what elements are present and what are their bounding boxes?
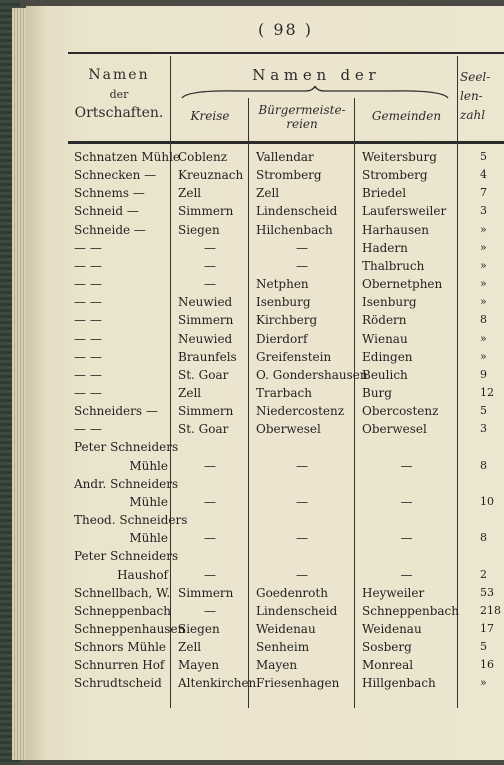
buergermeisterei-cell: Lindenscheid — [256, 603, 338, 618]
buergermeisterei-cell: — — [296, 458, 308, 473]
ortschaft-cell: Schneiders — — [74, 404, 158, 419]
kreis-cell: St. Goar — [178, 422, 229, 437]
ortschaft-cell: — — — [74, 385, 102, 400]
kreis-cell: — — [204, 494, 216, 509]
ortschaft-cell: Schnurren Hof — [74, 658, 165, 673]
buergermeisterei-cell: Lindenscheid — [256, 204, 338, 219]
buergermeisterei-cell: Senheim — [256, 640, 310, 654]
gemeinde-cell: Beulich — [362, 367, 408, 382]
kreis-cell: Simmern — [178, 313, 234, 328]
seelenzahl-cell: 16 — [480, 658, 494, 672]
buergermeisterei-cell: Mayen — [256, 658, 298, 673]
column-rule — [354, 98, 355, 708]
kreis-cell: Neuwied — [178, 295, 233, 310]
seelenzahl-cell: 5 — [480, 404, 487, 418]
seelenzahl-cell: 8 — [480, 458, 487, 472]
buergermeisterei-cell: — — [296, 531, 308, 546]
ortschaft-cell: Schnecken — — [74, 168, 157, 183]
seelenzahl-cell: » — [480, 676, 487, 690]
seelenzahl-cell: 10 — [480, 494, 494, 508]
buergermeisterei-cell: Goedenroth — [256, 585, 328, 600]
gemeinde-cell: Wienau — [362, 331, 408, 346]
gemeinde-cell: Oberwesel — [362, 422, 427, 437]
kreis-cell: Zell — [178, 640, 202, 654]
buergermeisterei-cell: Hilchenbach — [256, 222, 333, 237]
ortschaft-cell: — — — [74, 240, 102, 255]
kreis-cell: Braunfels — [178, 349, 237, 364]
seelenzahl-cell: 8 — [480, 531, 487, 545]
kreis-cell: — — [204, 258, 216, 273]
page-number: ( 98 ) — [258, 20, 314, 39]
ortschaft-cell: Schrudtscheid — [74, 676, 162, 691]
buergermeisterei-cell: Weidenau — [256, 621, 316, 636]
gemeinde-cell: — — [400, 567, 413, 582]
buergermeisterei-cell: Oberwesel — [256, 422, 321, 437]
ortschaft-cell: Peter Schneiders — [74, 549, 179, 564]
ortschaft-cell: Mühle — [129, 531, 168, 546]
gemeinde-cell: — — [400, 494, 413, 509]
seelenzahl-cell: 3 — [480, 422, 487, 436]
gemeinde-cell: Monreal — [362, 658, 414, 673]
seelenzahl-cell: 7 — [480, 186, 487, 200]
gemeinde-cell: — — [400, 458, 413, 473]
gemeinde-cell: Weidenau — [362, 621, 422, 636]
kreis-cell: Simmern — [178, 404, 234, 419]
header-seelenzahl: Seel- len- zahl — [460, 70, 491, 122]
seelenzahl-cell: 8 — [480, 313, 487, 327]
buergermeisterei-cell: Greifenstein — [256, 349, 332, 364]
gemeinde-cell: Heyweiler — [362, 585, 425, 600]
header-namen-der: N a m e n d e r — [252, 66, 376, 84]
buergermeisterei-cell: Niedercostenz — [256, 404, 345, 419]
ortschaft-cell: Schneppenbach — [74, 603, 171, 618]
gemeinde-cell: Rödern — [362, 313, 407, 328]
gemeinde-cell: Isenburg — [362, 295, 417, 310]
seelenzahl-cell: 5 — [480, 150, 487, 163]
kreis-cell: Zell — [178, 186, 202, 201]
gemeinde-cell: Stromberg — [362, 168, 428, 183]
gemeinde-cell: Obercostenz — [362, 404, 439, 419]
kreis-cell: Simmern — [178, 204, 234, 219]
kreis-cell: — — [204, 531, 216, 546]
gemeinde-cell: Schneppenbach — [362, 603, 459, 618]
buergermeisterei-cell: Netphen — [256, 277, 309, 291]
kreis-cell: Siegen — [178, 222, 220, 237]
ortschaft-cell: Schnems — — [74, 186, 145, 201]
kreis-cell: Neuwied — [178, 331, 233, 346]
buergermeisterei-cell: O. Gondershausen — [256, 367, 368, 382]
ortschaft-cell: Peter Schneiders — [74, 440, 179, 455]
buergermeisterei-cell: Isenburg — [256, 295, 311, 310]
buergermeisterei-cell: Zell — [256, 186, 280, 201]
gemeinde-cell: Harhausen — [362, 222, 429, 237]
seelenzahl-cell: 2 — [480, 567, 487, 581]
kreis-cell: Zell — [178, 385, 202, 400]
buergermeisterei-cell: Friesenhagen — [256, 676, 340, 691]
seelenzahl-cell: 12 — [480, 385, 494, 399]
kreis-cell: Mayen — [178, 658, 220, 673]
gemeinde-cell: Sosberg — [362, 640, 412, 654]
column-rule — [248, 98, 249, 708]
buergermeisterei-cell: Trarbach — [256, 385, 312, 400]
seelenzahl-cell: » — [480, 295, 487, 309]
ortschaft-cell: Schnellbach, W. — [74, 585, 171, 600]
ortschaft-cell: — — — [74, 258, 102, 273]
gemeinde-cell: Hadern — [362, 240, 408, 255]
kreis-cell: Altenkirchen — [178, 676, 257, 691]
buergermeisterei-cell: — — [296, 240, 308, 255]
gemeinde-cell: Obernetphen — [362, 277, 443, 291]
seelenzahl-cell: 4 — [480, 168, 487, 182]
header-rule — [68, 141, 504, 144]
ortschaft-cell: Schnors Mühle — [74, 640, 167, 654]
gemeinde-cell: Briedel — [362, 186, 407, 201]
kreis-cell: Coblenz — [178, 150, 228, 164]
seelenzahl-cell: » — [480, 240, 487, 254]
buergermeisterei-cell: — — [296, 258, 308, 273]
buergermeisterei-cell: Kirchberg — [256, 313, 318, 328]
seelenzahl-cell: » — [480, 277, 487, 290]
ortschaft-cell: — — — [74, 367, 102, 382]
ortschaft-cell: Haushof — [117, 567, 168, 582]
gemeinde-cell: Burg — [362, 385, 392, 400]
seelenzahl-cell: » — [480, 222, 487, 236]
ortschaft-cell: Theod. Schneiders — [74, 513, 188, 527]
kreis-cell: St. Goar — [178, 367, 229, 382]
ortschaft-cell: Schneide — — [74, 222, 146, 237]
ortschaft-cell: — — — [74, 349, 102, 364]
ortschaft-cell: Mühle — [129, 494, 168, 509]
seelenzahl-cell: 17 — [480, 621, 494, 635]
kreis-cell: — — [204, 603, 216, 618]
kreis-cell: — — [204, 277, 216, 291]
seelenzahl-cell: » — [480, 258, 487, 272]
gemeinde-cell: — — [400, 531, 413, 546]
seelenzahl-cell: » — [480, 349, 487, 363]
ortschaft-cell: Schnatzen Mühle — [74, 150, 181, 164]
top-rule — [68, 52, 504, 54]
header-buergermeistereien: Bürgermeiste- reien — [258, 103, 346, 131]
kreis-cell: Kreuznach — [178, 168, 244, 183]
buergermeisterei-cell: Dierdorf — [256, 331, 308, 346]
ortschaft-cell: Schneid — — [74, 204, 139, 219]
kreis-cell: — — [204, 240, 216, 255]
gemeinde-cell: Edingen — [362, 349, 413, 364]
kreis-cell: Siegen — [178, 621, 220, 636]
ortschaft-cell: — — — [74, 295, 102, 310]
buergermeisterei-cell: Stromberg — [256, 168, 322, 183]
ortschaft-cell: — — — [74, 422, 102, 437]
ortschaft-cell: — — — [74, 313, 102, 328]
gemeinde-cell: Weitersburg — [362, 150, 437, 164]
kreis-cell: Simmern — [178, 585, 234, 600]
kreis-cell: — — [204, 567, 216, 582]
seelenzahl-cell: 53 — [480, 585, 494, 599]
seelenzahl-cell: 5 — [480, 640, 487, 653]
seelenzahl-cell: » — [480, 331, 487, 345]
ortschaft-cell: — — — [74, 331, 102, 346]
header-gemeinden: Gemeinden — [371, 109, 442, 123]
header-kreise: Kreise — [190, 109, 230, 123]
buergermeisterei-cell: Vallendar — [256, 150, 314, 164]
seelenzahl-cell: 218 — [480, 603, 501, 617]
header-namen-der-ortschaften: Namen der Ortschaften. — [74, 67, 164, 121]
ortschaft-cell: Andr. Schneiders — [74, 476, 179, 491]
buergermeisterei-cell: — — [296, 494, 308, 509]
seelenzahl-cell: 9 — [480, 367, 487, 381]
ortschaft-cell: Schneppenhausen — [74, 621, 186, 636]
gemeinde-cell: Hillgenbach — [362, 676, 436, 691]
ortschaft-cell: Mühle — [129, 458, 168, 473]
gemeinde-cell: Thalbruch — [362, 258, 425, 273]
seelenzahl-cell: 3 — [480, 204, 487, 218]
ortschaft-cell: — — — [74, 277, 102, 291]
kreis-cell: — — [204, 458, 216, 473]
brace-ornament — [180, 86, 450, 100]
buergermeisterei-cell: — — [296, 567, 308, 582]
gemeinde-cell: Laufersweiler — [362, 204, 447, 219]
